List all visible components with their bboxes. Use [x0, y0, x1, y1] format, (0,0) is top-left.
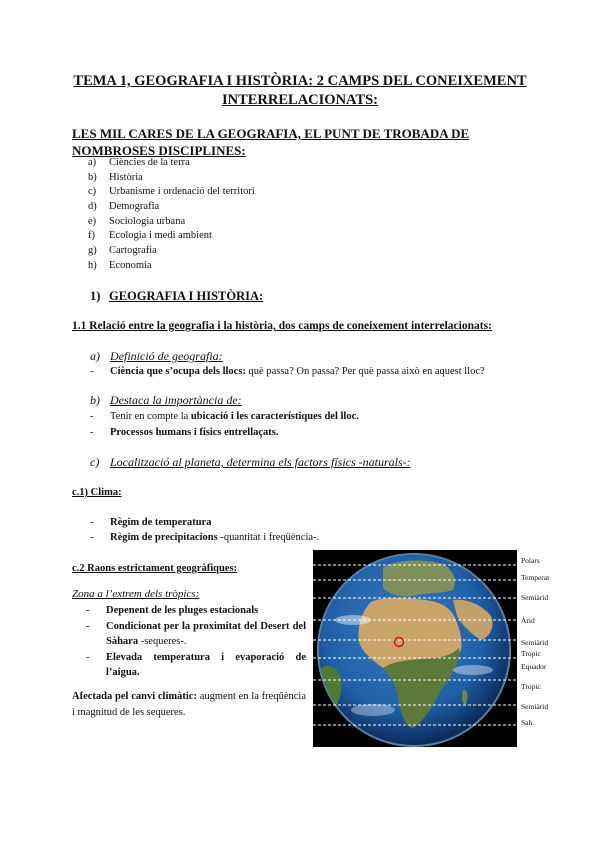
list-item: d) Demografia — [88, 201, 160, 213]
list-item: f) Ecologia i medi ambient — [88, 230, 212, 242]
zone-label: Sah. — [521, 718, 535, 727]
section-heading: LES MIL CARES DE LA GEOGRAFIA, EL PUNT DE TROBADA DE NOMBROSES DISCIPLINES: — [72, 126, 470, 158]
list-item: - Depenent de les pluges estacionals — [86, 605, 259, 616]
list-item: c) Urbanisme i ordenació del territori — [88, 186, 255, 198]
item-b-bullet-1: - Tenir en compte la ubicació i les característiques del lloc. — [90, 411, 359, 422]
list-item: - Condicionat per la proximitat del Desert del Sàhara -sequeres-. — [86, 620, 306, 647]
item-c-title: c) Localització al planeta, determina els factors físics -naturals-: — [90, 455, 411, 469]
zone-label: Tropic — [521, 649, 541, 658]
earth-globe-illustration — [313, 550, 517, 747]
list-item: b) Història — [88, 171, 143, 183]
c1-heading: c.1) Clima: — [72, 487, 122, 498]
c2-heading: c.2 Raons estrictament geogràfiques: — [72, 563, 238, 574]
globe-image — [313, 550, 517, 747]
zone-label: Polars — [521, 556, 540, 565]
c1-bullet-1: - Règim de temperatura — [90, 517, 212, 528]
zone-bullets — [86, 603, 306, 681]
list-item: h) Economia — [88, 259, 152, 271]
list-item: g) Cartografia — [88, 245, 157, 257]
zone-label: Semiàrid — [521, 638, 549, 647]
zone-label: Equador — [521, 662, 547, 671]
climate-change-paragraph: Afectada pel canvi climàtic: augment en la freqüència i magnitud de les sequeres. — [72, 691, 306, 718]
subheading-1-1: 1.1 Relació entre la geografia i la història, dos camps de coneixement interrelacionats: — [72, 320, 492, 332]
zone-label: Temperat — [521, 573, 550, 582]
zone-label: Àrid — [521, 616, 535, 625]
zone-title: Zona a l’extrem dels tròpics: — [72, 588, 200, 600]
list-item: a) Ciències de la terra — [88, 157, 190, 168]
item-a-bullet: - Ciència que s’ocupa dels llocs: què passa? On passa? Per què passa això en aquest lloc? — [90, 366, 485, 377]
zone-label: Semiàrid — [521, 593, 549, 602]
list-item: e) Sociologia urbana — [88, 215, 186, 227]
zone-label: Tropic — [521, 682, 541, 691]
list-item: - Elevada temperatura i evaporació de l’aigua. — [86, 651, 306, 678]
item-a-title: a) Definició de geografia: — [90, 349, 223, 363]
document-title: TEMA 1, GEOGRAFIA I HISTÒRIA: 2 CAMPS DEL CONEIXEMENT INTERRELACIONATS: — [73, 73, 527, 108]
disciplines-list — [88, 156, 255, 274]
item-b-title: b) Destaca la importància de: — [90, 393, 242, 407]
item-b-bullet-2: - Processos humans i físics entrellaçats. — [90, 427, 279, 438]
heading-geografia-historia: 1) GEOGRAFIA I HISTÒRIA: — [90, 289, 264, 303]
c1-bullet-2: - Règim de precipitacions -quantitat i freqüència-. — [90, 532, 320, 543]
zone-label: Semiàrid — [521, 702, 549, 711]
